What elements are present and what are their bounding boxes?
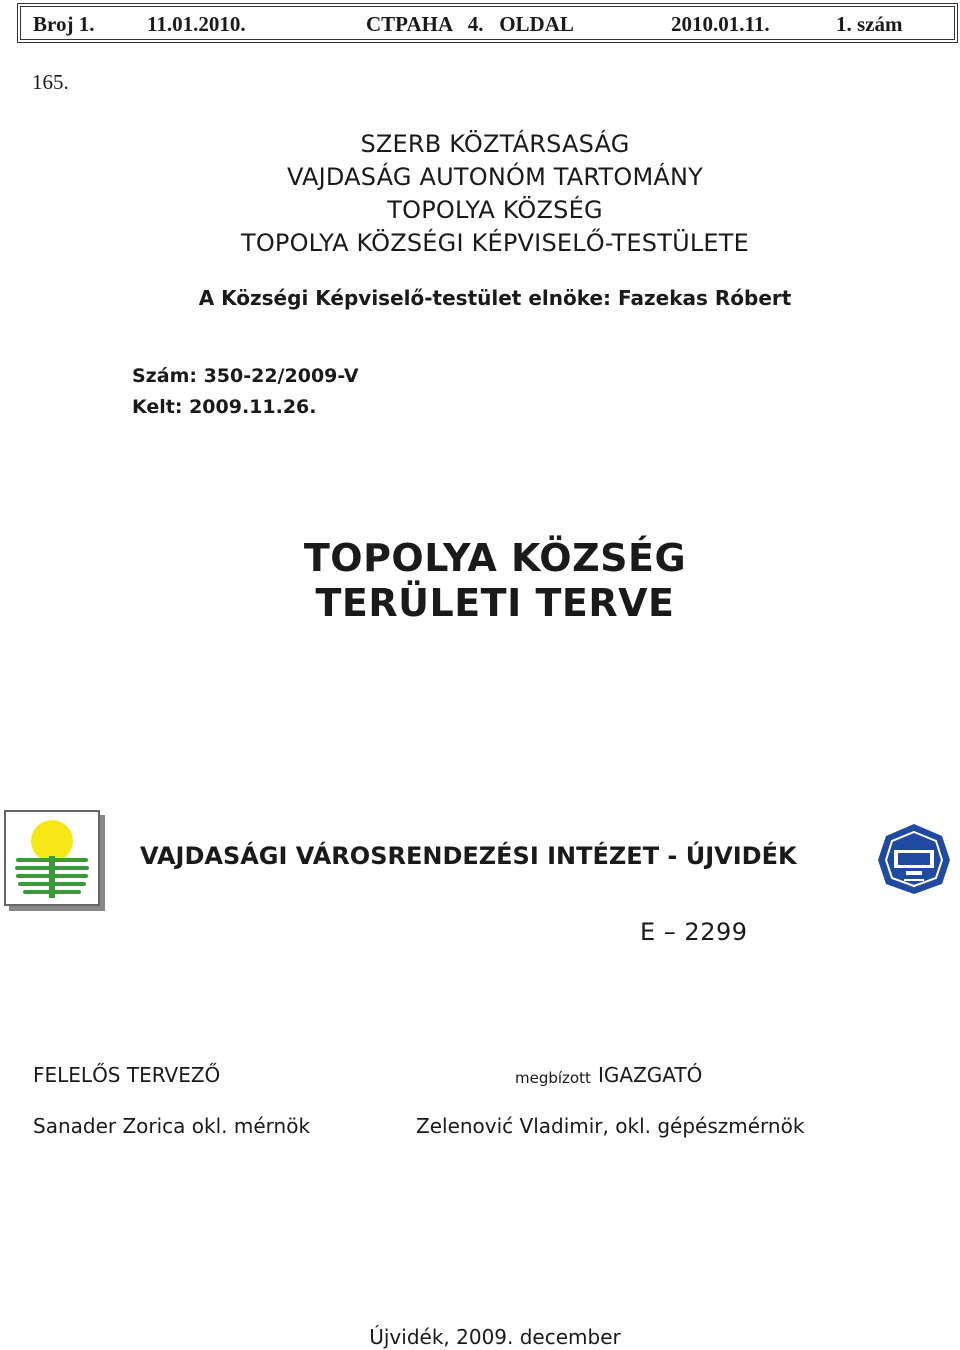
left-signature-name: Sanader Zorica okl. mérnök xyxy=(33,1114,311,1138)
institute-name: VAJDASÁGI VÁROSRENDEZÉSI INTÉZET - ÚJVIDÉK xyxy=(140,842,797,870)
footer-place-date: Újvidék, 2009. december xyxy=(369,1325,621,1349)
authority-line-1: SZERB KÖZTÁRSASÁG xyxy=(360,130,630,158)
page-header xyxy=(20,6,955,40)
reference-date: Kelt: 2009.11.26. xyxy=(132,396,317,418)
tuv-certification-logo-icon xyxy=(876,822,952,896)
right-signature-role-prefix: megbízott xyxy=(515,1069,591,1087)
left-signature-role: FELELŐS TERVEZŐ xyxy=(33,1063,221,1087)
institute-code: E – 2299 xyxy=(640,918,748,946)
institute-sun-logo-icon xyxy=(4,810,100,906)
plan-title-line-2: TERÜLETI TERVE xyxy=(315,581,675,625)
item-number: 165. xyxy=(32,70,69,94)
header-date-iso: 2010.01.11. xyxy=(671,12,770,36)
president-line: A Községi Képviselő-testület elnöke: Fazekas Róbert xyxy=(198,286,792,310)
header-number: 1. szám xyxy=(836,12,903,36)
right-signature-role: IGAZGATÓ xyxy=(598,1063,703,1087)
header-page-label: CTPAHA 4. OLDAL xyxy=(366,12,574,36)
right-signature-name: Zelenović Vladimir, okl. gépészmérnök xyxy=(416,1114,805,1138)
header-date: 11.01.2010. xyxy=(147,12,246,36)
authority-line-4: TOPOLYA KÖZSÉGI KÉPVISELŐ-TESTÜLETE xyxy=(240,229,750,257)
authority-line-2: VAJDASÁG AUTONÓM TARTOMÁNY xyxy=(286,163,704,191)
header-issue: Broj 1. xyxy=(33,12,95,36)
authority-line-3: TOPOLYA KÖZSÉG xyxy=(387,196,603,224)
reference-number: Szám: 350-22/2009-V xyxy=(132,365,359,387)
plan-title-line-1: TOPOLYA KÖZSÉG xyxy=(303,536,687,580)
